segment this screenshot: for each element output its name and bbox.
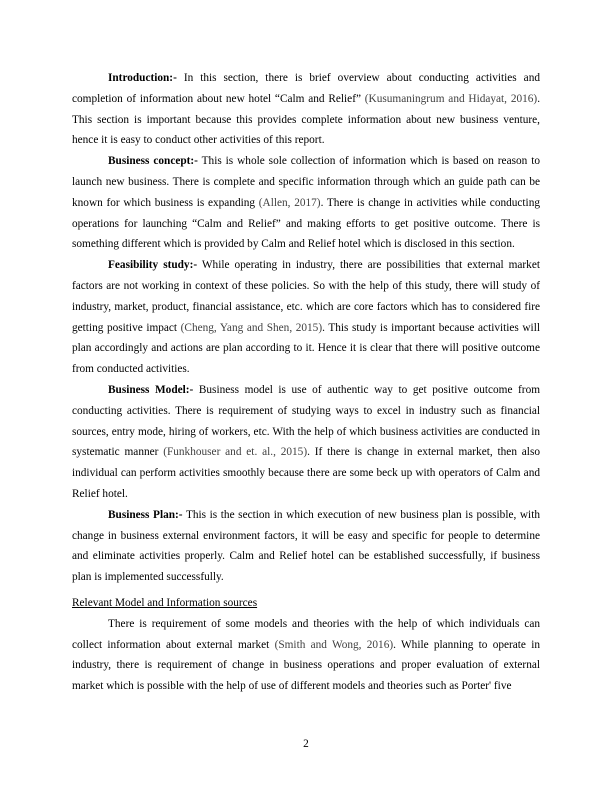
paragraph-business-plan xyxy=(72,505,540,588)
paragraph-text: In this section, there is brief overview about conducting activities and completion of information about new hotel “Calm and Relief” xyxy=(72,72,540,105)
paragraph-relevant-models xyxy=(72,614,540,697)
citation: (Funkhouser and et. al., 2015) xyxy=(163,446,308,459)
paragraph-introduction xyxy=(72,68,540,151)
section-heading: Relevant Model and Information sources xyxy=(72,596,258,609)
paragraph-title: Business Model:- xyxy=(108,383,194,396)
paragraph-text: While operating in industry, there are possibilities that external market factors are not working in context of these policies. So with the help of this study, there will study of industry, market, product, financial assistance, etc. which are core factors which has to considered fire getting positive impact xyxy=(72,259,540,334)
paragraph-text: This is the section in which execution of new business plan is possible, with change in business external environment factors, it will be easy and specific for people to determine and eliminate activities properly. Calm and Relief hotel can be established successfully, if business plan is implemented successfully. xyxy=(72,508,540,584)
paragraph-text: There is requirement of some models and theories with the help of which individuals can collect information about external market xyxy=(72,617,540,651)
paragraph-text: . This study is important because activities will plan accordingly and actions are plan according to it. Hence it is clear that there will positive outcome from conducted activities. xyxy=(72,321,540,376)
paragraph-business-concept xyxy=(72,151,540,255)
citation: (Kusumaningrum and Hidayat, 2016) xyxy=(364,92,538,105)
paragraph-text: . This section is important because this provides complete information about new business venture, hence it is easy to conduct other activities of this report. xyxy=(72,92,541,147)
paragraph-feasibility-study xyxy=(72,255,540,380)
paragraph-business-model xyxy=(72,380,540,505)
paragraph-text: This is whole sole collection of information which is based on reason to launch new business. There is complete and specific information through which an guide path can be known for which business is expanding xyxy=(72,155,540,209)
paragraph-title: Feasibility study:- xyxy=(108,259,198,272)
paragraph-title: Business Plan:- xyxy=(108,508,183,521)
citation: (Smith and Wong, 2016) xyxy=(274,638,394,651)
paragraph-text: . If there is change in external market, then also individual can perform activities smoothly because there are some beck up with operators of Calm and Relief hotel. xyxy=(72,446,540,500)
page-number: 2 xyxy=(303,738,309,750)
paragraph-text: . While planning to operate in industry, there is requirement of change in business operations and proper evaluation of external market which is possible with the help of use of different models and theories such as Porter' five xyxy=(72,638,540,693)
paragraph-title: Introduction:- xyxy=(108,72,177,84)
paragraph-text: Business model is use of authentic way to get positive outcome from conducting activities. There is requirement of studying ways to excel in industry such as financial sources, entry mode, hiring of workers, etc. With the help of which business activities are conducted in systematic manner xyxy=(72,383,541,459)
citation: (Cheng, Yang and Shen, 2015) xyxy=(180,321,323,334)
citation: (Allen, 2017) xyxy=(258,196,321,209)
paragraph-text: . There is change in activities while conducting operations for launching “Calm and Relief” and making efforts to get positive outcome. There is something different which is provided by Calm and Relief hotel which is disclosed in this section. xyxy=(72,196,540,251)
document-body xyxy=(72,68,540,697)
paragraph-title: Business concept:- xyxy=(108,155,198,168)
